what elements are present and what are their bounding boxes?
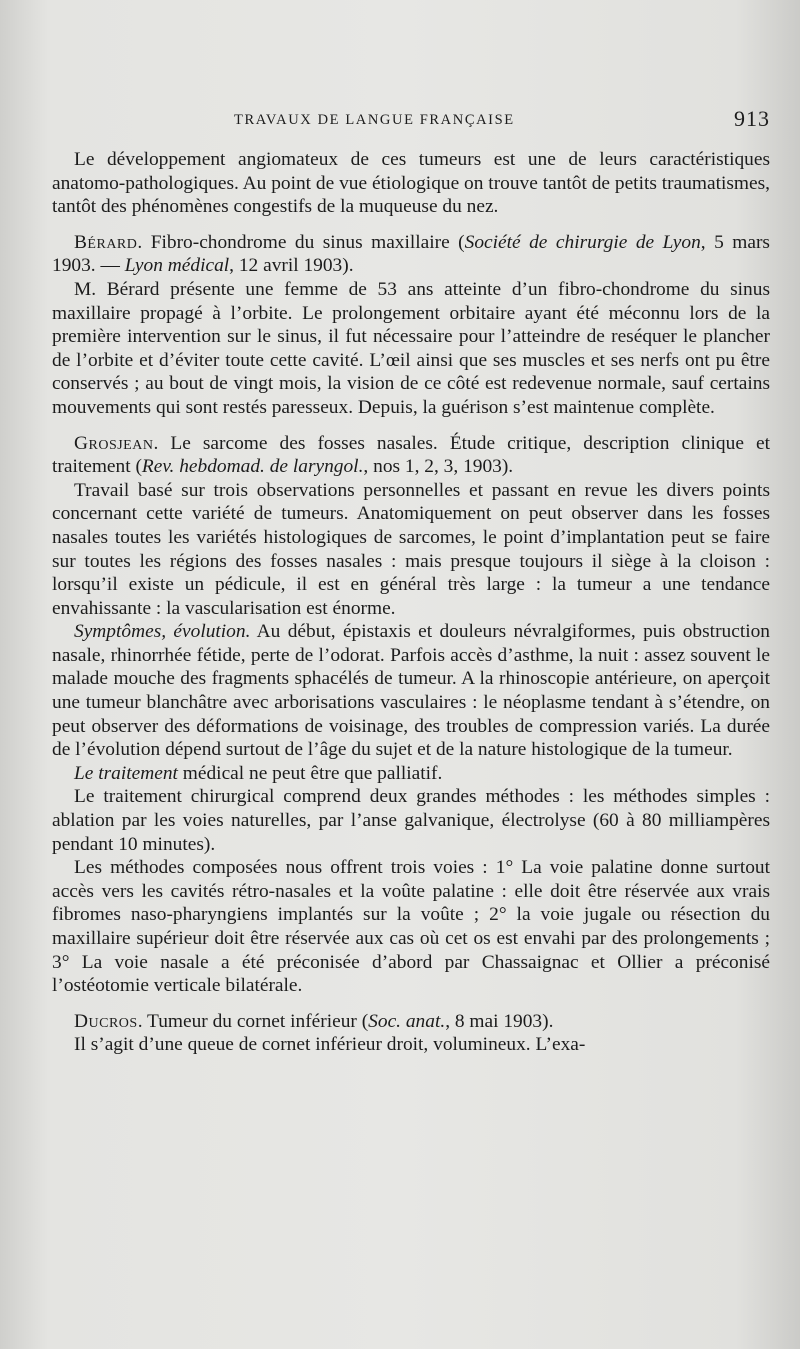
paragraph-p2 [52, 231, 770, 278]
paragraph-p9 [52, 856, 770, 998]
text-segment: Le traitement chirurgical comprend deux grandes méthodes : les méthodes simples : ablation par les voies naturelles, par l’anse galvanique, électrolyse (60 à 80 milliampères pendant 10 minutes). [52, 786, 770, 855]
text-segment: Il s’agit d’une queue de cornet inférieur droit, volumineux. L’exa- [74, 1034, 586, 1056]
text-segment: , 12 avril 1903). [229, 255, 354, 277]
italic-text: Le traitement [74, 762, 178, 784]
text-segment: Le développement angiomateux de ces tumeurs est une de leurs caractéristiques anatomo-pathologiques. Au point de vue étiologique on trouve tantôt de petits traumatismes, tantôt des phénomènes congestifs de la muqueuse du nez. [52, 149, 770, 218]
author-name: Bérard [74, 231, 138, 253]
italic-text: Lyon médical [124, 255, 230, 277]
paragraph-p5 [52, 479, 770, 621]
text-segment: M. Bérard présente une femme de 53 ans atteinte d’un fibro-chondrome du sinus maxillaire propagé à l’orbite. Le prolongement orbitaire ayant été méconnu lors de la première intervention sur le sinus, il fut nécessaire pour l’atteindre de reséquer le plancher de l’orbite et d’éviter toute cette cavité. L’œil ainsi que ses muscles et ses nerfs ont pu être conservés ; au bout de vingt mois, la vision de ce côté est redevenue normale, sauf certains mouvements qui sont restés paresseux. Depuis, la guérison s’est maintenue complète. [52, 278, 770, 418]
page-number: 913 [734, 106, 770, 131]
paragraph-p1 [52, 148, 770, 219]
running-title: TRAVAUX DE LANGUE FRANÇAISE [234, 112, 515, 128]
text-segment: médical ne peut être que palliatif. [177, 762, 443, 784]
author-name: Ducros [74, 1010, 138, 1032]
text-segment: . Fibro-chondrome du sinus maxillaire ( [137, 231, 465, 253]
paragraph-p6 [52, 620, 770, 762]
italic-text: Symptômes, évolution. [74, 621, 251, 643]
italic-text: Soc. anat. [368, 1010, 446, 1032]
text-segment: , 8 mai 1903). [445, 1010, 554, 1032]
paragraph-p11 [52, 1033, 770, 1057]
paragraph-p4 [52, 432, 770, 479]
paragraph-p8 [52, 785, 770, 856]
text-segment: . Tumeur du cornet inférieur ( [137, 1010, 369, 1032]
body-text [52, 148, 770, 1057]
text-segment: Travail basé sur trois observations personnelles et passant en revue les divers points concernant cette variété de tumeurs. Anatomiquement on peut observer dans les fosses nasales toutes les variétés histologiques de sarcomes, le point d’implantation peut se faire sur toutes les régions des fosses nasales : mais presque toujours il siège à la cloison : lorsqu’il existe un pédicule, il est en général très large : la tumeur a une tendance envahissante : la vascularisation est énorme. [52, 479, 770, 619]
paragraph-p10 [52, 1010, 770, 1034]
text-segment: . Le sarcome des fosses nasales. Étude critique, description clinique et traitement ( [52, 432, 770, 478]
text-segment: Au début, épistaxis et douleurs névralgiformes, puis obstruction nasale, rhinorrhée fétide, perte de l’odorat. Parfois accès d’asthme, la nuit : assez souvent le malade mouche des fragments sphacélés de tumeur. A la rhinoscopie antérieure, on aperçoit une tumeur blanchâtre avec arborisations vasculaires : le néoplasme tendant à s’étendre, on peut observer des déformations de voisinage, des troubles de compression variés. La durée de l’évolution dépend surtout de l’âge du sujet et de la nature histologique de la tumeur. [52, 621, 770, 761]
author-name: Grosjean [74, 432, 154, 454]
paragraph-p3 [52, 278, 770, 420]
text-segment: Les méthodes composées nous offrent trois voies : 1° La voie palatine donne surtout accès vers les cavités rétro-nasales et la voûte palatine : elle doit être réservée aux vrais fibromes naso-pharyngiens implantés sur la voûte ; 2° la voie jugale ou résection du maxillaire supérieur doit être réservée aux cas où cet os est envahi par des prolongements ; 3° La voie nasale a été préconisée d’abord par Chassaignac et Ollier a préconisé l’ostéotomie verticale bilatérale. [52, 857, 770, 997]
text-segment: , nos 1, 2, 3, 1903). [363, 456, 514, 478]
page-header [52, 106, 770, 136]
italic-text: Rev. hebdomad. de laryngol. [141, 456, 364, 478]
italic-text: Société de chirurgie de Lyon [464, 231, 701, 253]
paragraph-p7 [52, 762, 770, 786]
text-segment: , 5 mars 1903. — [52, 231, 770, 277]
